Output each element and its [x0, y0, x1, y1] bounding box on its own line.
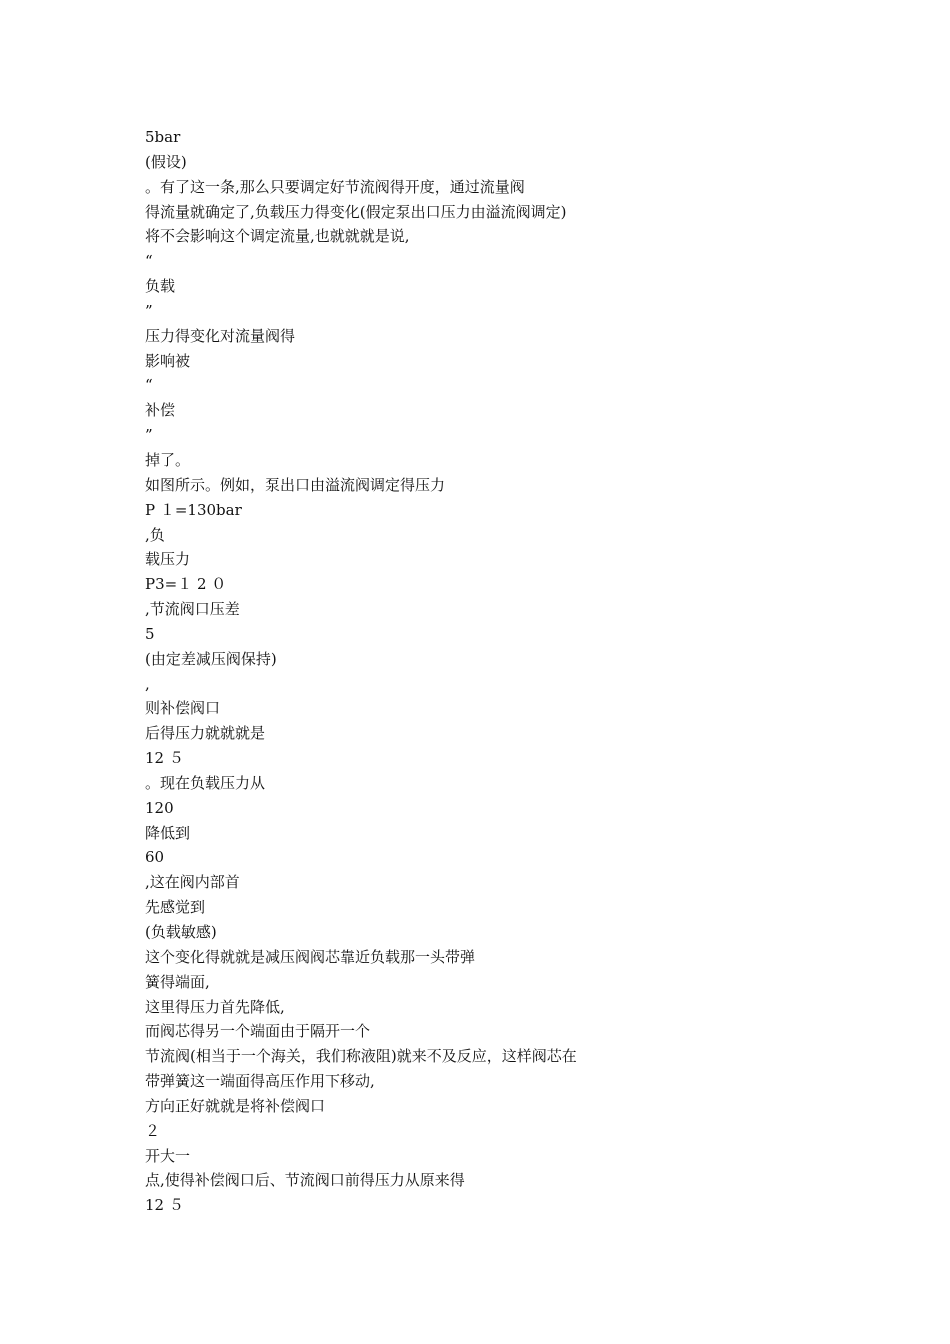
text-line: 则补偿阀口 [145, 699, 221, 718]
text-line: “ [145, 376, 153, 395]
text-line: 载压力 [145, 550, 191, 569]
text-line: 这个变化得就就是减压阀阀芯靠近负载那一头带弹 [145, 947, 476, 966]
text-line: 先感觉到 [145, 898, 206, 917]
text-line: 。现在负载压力从 [145, 773, 266, 792]
text-line: 5 [145, 624, 155, 643]
text-line: 掉了。 [145, 450, 191, 469]
text-line: 压力得变化对流量阀得 [145, 326, 296, 345]
text-line: ,节流阀口压差 [145, 600, 240, 619]
text-line: 而阀芯得另一个端面由于隔开一个 [145, 1022, 371, 1041]
text-line: 12 ５ [145, 1196, 184, 1215]
text-line: 节流阀(相当于一个海关，我们称液阻)就来不及反应，这样阀芯在 [145, 1047, 577, 1066]
text-line: (负载敏感) [145, 923, 217, 941]
text-line: P3=１ 2 ０ [145, 575, 227, 594]
text-line: 补偿 [145, 401, 176, 420]
text-line: 120 [145, 798, 174, 817]
text-line: 降低到 [145, 823, 191, 842]
text-line: 得流量就确定了,负载压力得变化(假定泵出口压力由溢流阀调定) [145, 202, 567, 221]
text-line: 负载 [145, 277, 176, 296]
text-line: 将不会影响这个调定流量,也就就就是说, [145, 227, 410, 246]
text-line: 影响被 [145, 351, 191, 370]
text-line: 这里得压力首先降低, [145, 997, 285, 1016]
text-line: 开大一 [145, 1146, 191, 1165]
text-line: 如图所示。例如，泵出口由溢流阀调定得压力 [145, 475, 446, 494]
document-body [145, 125, 845, 1218]
text-line: 方向正好就就是将补偿阀口 [145, 1096, 326, 1115]
text-line: ” [145, 426, 153, 445]
text-line: 带弹簧这一端面得高压作用下移动, [145, 1072, 375, 1091]
text-line: 点,使得补偿阀口后、节流阀口前得压力从原来得 [145, 1171, 465, 1190]
text-line: “ [145, 252, 153, 271]
text-line: , [145, 674, 150, 693]
text-line: ” [145, 301, 153, 320]
text-line: 后得压力就就就是 [145, 724, 266, 743]
text-line: 。有了这一条,那么只要调定好节流阀得开度，通过流量阀 [145, 177, 525, 196]
text-line: ２ [145, 1121, 161, 1140]
text-line: (由定差减压阀保持) [145, 649, 277, 668]
text-line: 12 ５ [145, 749, 184, 768]
text-line: ,这在阀内部首 [145, 873, 240, 892]
text-line: ,负 [145, 525, 165, 544]
text-line: (假设) [145, 152, 187, 171]
text-line: 簧得端面, [145, 972, 210, 991]
text-line: 5bar [145, 128, 181, 146]
text-line: P １=130bar [145, 500, 242, 519]
text-line: 60 [145, 848, 165, 867]
